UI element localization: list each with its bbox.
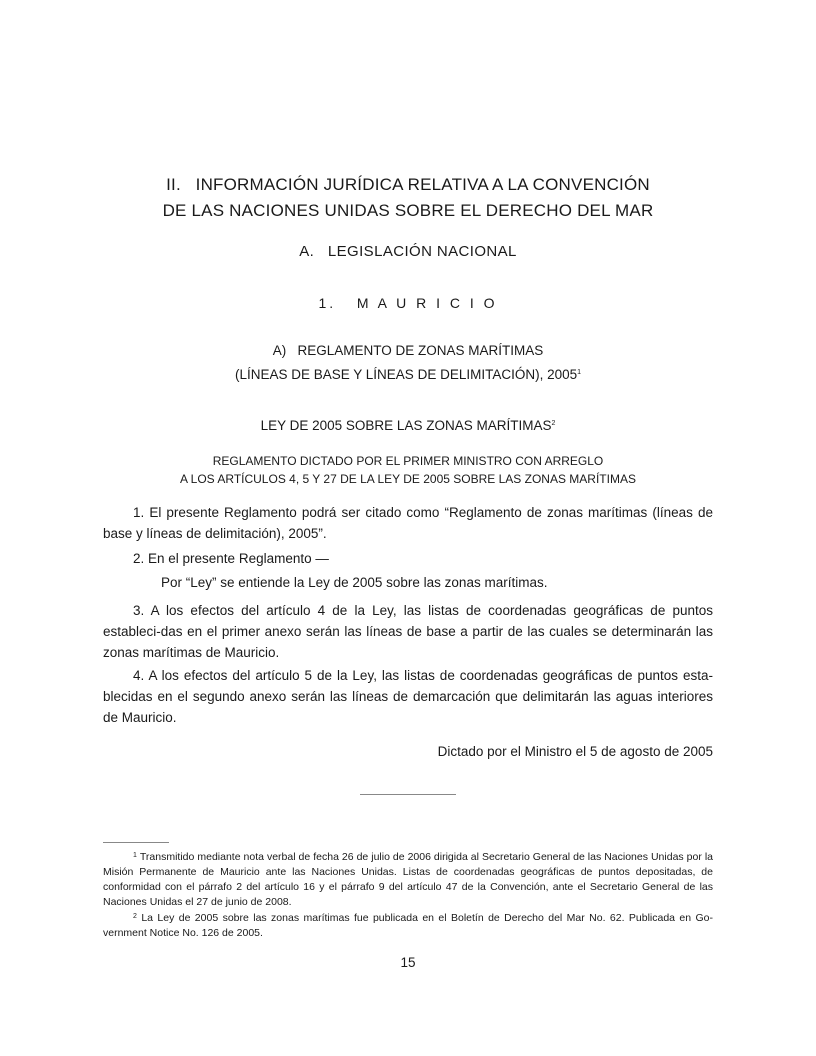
issued-by-line-2: A LOS ARTÍCULOS 4, 5 Y 27 DE LA LEY DE 2005 SOBRE LAS ZONAS MARÍTIMAS	[180, 472, 636, 486]
regulation-heading-line-2	[0, 362, 816, 386]
footnote-2-text: La Ley de 2005 sobre las zonas marítimas fue publicada en el Boletín de Derecho del Mar No. 62. Publicada en Go-vernment Notice No. 126 de 2005.	[103, 912, 713, 939]
footnote-ref-1[interactable]: 1	[577, 369, 582, 376]
chapter-heading	[0, 172, 816, 224]
footnote-1-text: Transmitido mediante nota verbal de fecha 26 de julio de 2006 dirigida al Secretario General de las Naciones Unidas por la Misión Permanente de Mauricio ante las Naciones Unidas. Listas de coordenadas geográficas de puntos depositadas, de conformidad con el párrafo 2 del artículo 16 y el párrafo 9 del artículo 47 de la Convención, ante el Secretario General de las Naciones Unidas el 27 de junio de 2008.	[103, 851, 713, 908]
footnote-ref-2[interactable]: 2	[551, 420, 556, 427]
issued-by-heading	[0, 452, 816, 488]
footnote-rule	[103, 842, 169, 843]
paragraph-4: 4. A los efectos del artículo 5 de la Ley, las listas de coordenadas geográficas de puntos esta-blecidas en el segundo anexo serán las líneas de demarcación que delimitarán las aguas interiores de Mauricio.	[103, 668, 713, 725]
footnote-1-mark: 1	[133, 852, 137, 859]
footnote-1	[103, 848, 713, 910]
issued-by-line-1: REGLAMENTO DICTADO POR EL PRIMER MINISTRO CON ARREGLO	[212, 454, 604, 468]
chapter-heading-line-1: II. INFORMACIÓN JURÍDICA RELATIVA A LA CONVENCIÓN	[166, 175, 650, 194]
country-heading: 1. M A U R I C I O	[318, 295, 498, 311]
law-heading	[0, 418, 816, 433]
paragraph-2: 2. En el presente Reglamento —	[133, 551, 329, 566]
paragraph-3: 3. A los efectos del artículo 4 de la Ley, las listas de coordenadas geográficas de puntos estableci-das en el primer anexo serán las líneas de base a partir de las cuales se determinarán las zonas marítimas de Mauricio.	[103, 603, 713, 660]
footnote-2-mark: 2	[133, 913, 137, 920]
regulation-heading	[0, 340, 816, 386]
law-title-text: LEY DE 2005 SOBRE LAS ZONAS MARÍTIMAS	[260, 418, 552, 433]
regulation-heading-line-1: A) REGLAMENTO DE ZONAS MARÍTIMAS	[272, 343, 544, 358]
signoff-line: Dictado por el Ministro el 5 de agosto de 2005	[437, 744, 713, 759]
section-divider	[360, 794, 456, 795]
section-heading: A. LEGISLACIÓN NACIONAL	[299, 243, 517, 260]
paragraph-1: 1. El presente Reglamento podrá ser citado como “Reglamento de zonas marítimas (líneas de base y líneas de delimitación), 2005”.	[103, 505, 713, 541]
paragraph-2-definition: Por “Ley” se entiende la Ley de 2005 sobre las zonas marítimas.	[161, 575, 548, 590]
chapter-heading-line-2: DE LAS NACIONES UNIDAS SOBRE EL DERECHO DEL MAR	[162, 201, 654, 220]
footnote-2	[103, 909, 713, 941]
page-number: 15	[400, 955, 416, 970]
regulation-title-text: (LÍNEAS DE BASE Y LÍNEAS DE DELIMITACIÓN), 2005	[234, 367, 578, 382]
